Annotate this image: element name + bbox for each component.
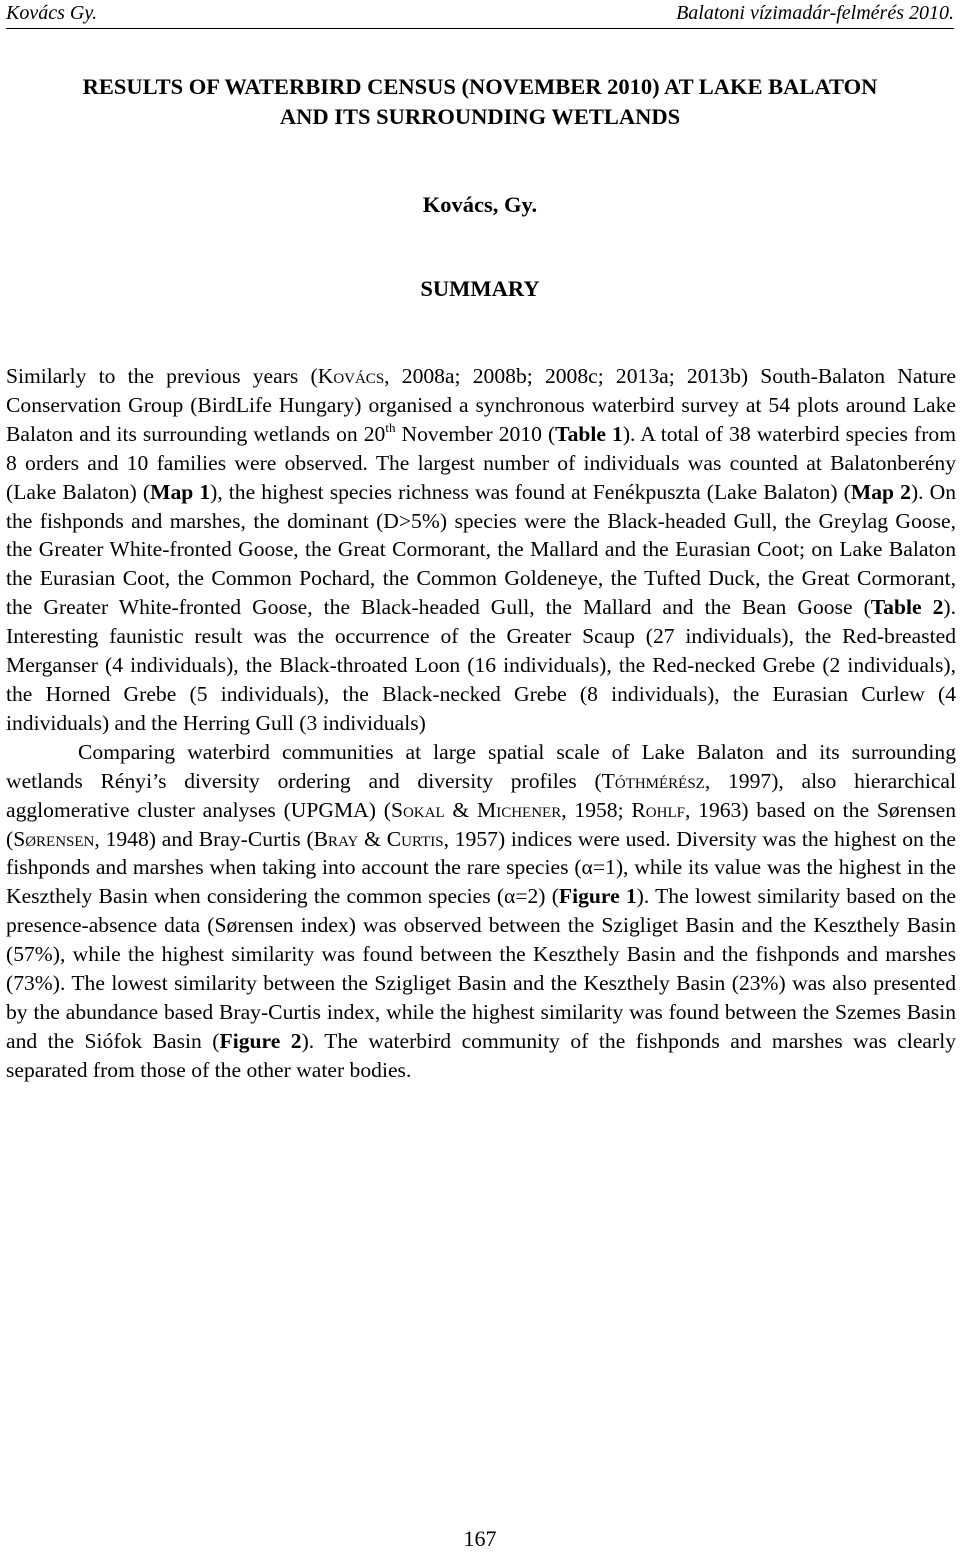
citation-author: Tóthmérész (601, 768, 705, 793)
paragraph-2 (6, 738, 956, 1085)
header-rule (6, 28, 954, 29)
paragraph-1 (6, 362, 956, 738)
text-run: ). The lowest similarity based on the presence-absence data (Sørensen index) was observed between the Szigliget Basin and the Keszthely Basin (57%), while the highest similarity was found between the Keszthely Basin and the fishponds and marshes (73%). The lowest similarity between the Szigliget Basin and the Keszthely Basin (23%) was also presented by the abundance based Bray-Curtis index, while the highest similarity was found between the Szemes Basin and the Siófok Basin ( (6, 884, 956, 1053)
text-run: , 1957) indices were used. Diversity was the highest on the fishponds and marshes when taking into account the rare species (α=1), while its value was the highest in the Keszthely Basin when considering the common species (α=2) ( (6, 826, 957, 909)
text-run: ), the highest species richness was found at Fenékpuszta (Lake Balaton) ( (210, 479, 851, 504)
text-run: , 1963) based on the Sørensen ( (6, 797, 957, 851)
paper-title (6, 72, 954, 132)
citation-author: Curtis (386, 826, 444, 851)
author-name: Kovács, Gy. (422, 192, 538, 217)
ordinal-suffix: th (385, 419, 396, 435)
figure-reference: Figure 2 (219, 1028, 302, 1053)
table-reference: Table 1 (555, 421, 623, 446)
text-run: , 1997), also hierarchical agglomerative cluster analyses (UPGMA) ( (6, 768, 956, 822)
text-run: , 1948) and Bray-Curtis ( (94, 826, 314, 851)
running-header-author: Kovács Gy. (6, 2, 98, 24)
table-reference: Table 2 (870, 595, 944, 620)
text-run: ). The waterbird community of the fishponds and marshes was clearly separated from those of the other water bodies. (6, 1028, 956, 1082)
map-reference: Map 1 (150, 479, 211, 504)
text-run: , 2008a; 2008b; 2008c; 2013a; 2013b) South-Balaton Nature Conservation Group (BirdLife Hungary) organised a synchronous waterbird survey at 54 plots around Lake Balaton and its surrounding wetlands on 20 (6, 364, 956, 446)
running-header (6, 2, 954, 28)
text-run: Comparing waterbird communities at large spatial scale of Lake Balaton and its surrounding wetlands Rényi’s diversity ordering and diversity profiles ( (6, 739, 956, 793)
text-run: , 1958; (561, 797, 632, 822)
summary-body (6, 362, 956, 1085)
page-number: 167 (463, 1526, 497, 1551)
text-run: ). On the fishponds and marshes, the dominant (D>5%) species were the Black-headed Gull, the Greylag Goose, the Greater White-fronted Goose, the Great Cormorant, the Mallard and the Eurasian Coot; on Lake Balaton the Eurasian Coot, the Common Pochard, the Common Goldeneye, the Tufted Duck, the Great Cormorant, the Greater White-fronted Goose, the Black-headed Gull, the Mallard and the Bean Goose ( (6, 479, 956, 620)
citation-author: Sørensen (13, 826, 95, 851)
map-reference: Map 2 (850, 479, 911, 504)
paper-title-line-2: AND ITS SURROUNDING WETLANDS (279, 104, 681, 129)
text-run: November 2010 ( (395, 421, 556, 446)
text-run: ). Interesting faunistic result was the occurrence of the Greater Scaup (27 individuals), the Red-breasted Merganser (4 individuals), the Black-throated Loon (16 individuals), the Red-necked Grebe (2 individuals), the Horned Grebe (5 individuals), the Black-necked Grebe (8 individuals), the Eurasian Curlew (4 individuals) and the Herring Gull (3 individuals) (6, 595, 956, 735)
figure-reference: Figure 1 (558, 884, 637, 909)
text-run: & (444, 797, 478, 822)
citation-author: Sokal (390, 797, 445, 822)
section-heading: SUMMARY (420, 276, 540, 301)
text-run: Similarly to the previous years ( (6, 364, 318, 388)
citation-author: Michener (477, 797, 562, 822)
citation-author: Bray (313, 826, 359, 851)
running-header-title: Balatoni vízimadár-felmérés 2010. (676, 2, 954, 24)
citation-author: Rohlf (631, 797, 685, 822)
citation-author: Kovács (317, 364, 385, 388)
text-run: ). A total of 38 waterbird species from 8 orders and 10 families were observed. The largest number of individuals was counted at Balatonberény (Lake Balaton) ( (6, 421, 956, 504)
paper-title-line-1: RESULTS OF WATERBIRD CENSUS (NOVEMBER 2010) AT LAKE BALATON (82, 74, 878, 99)
text-run: & (358, 826, 387, 851)
